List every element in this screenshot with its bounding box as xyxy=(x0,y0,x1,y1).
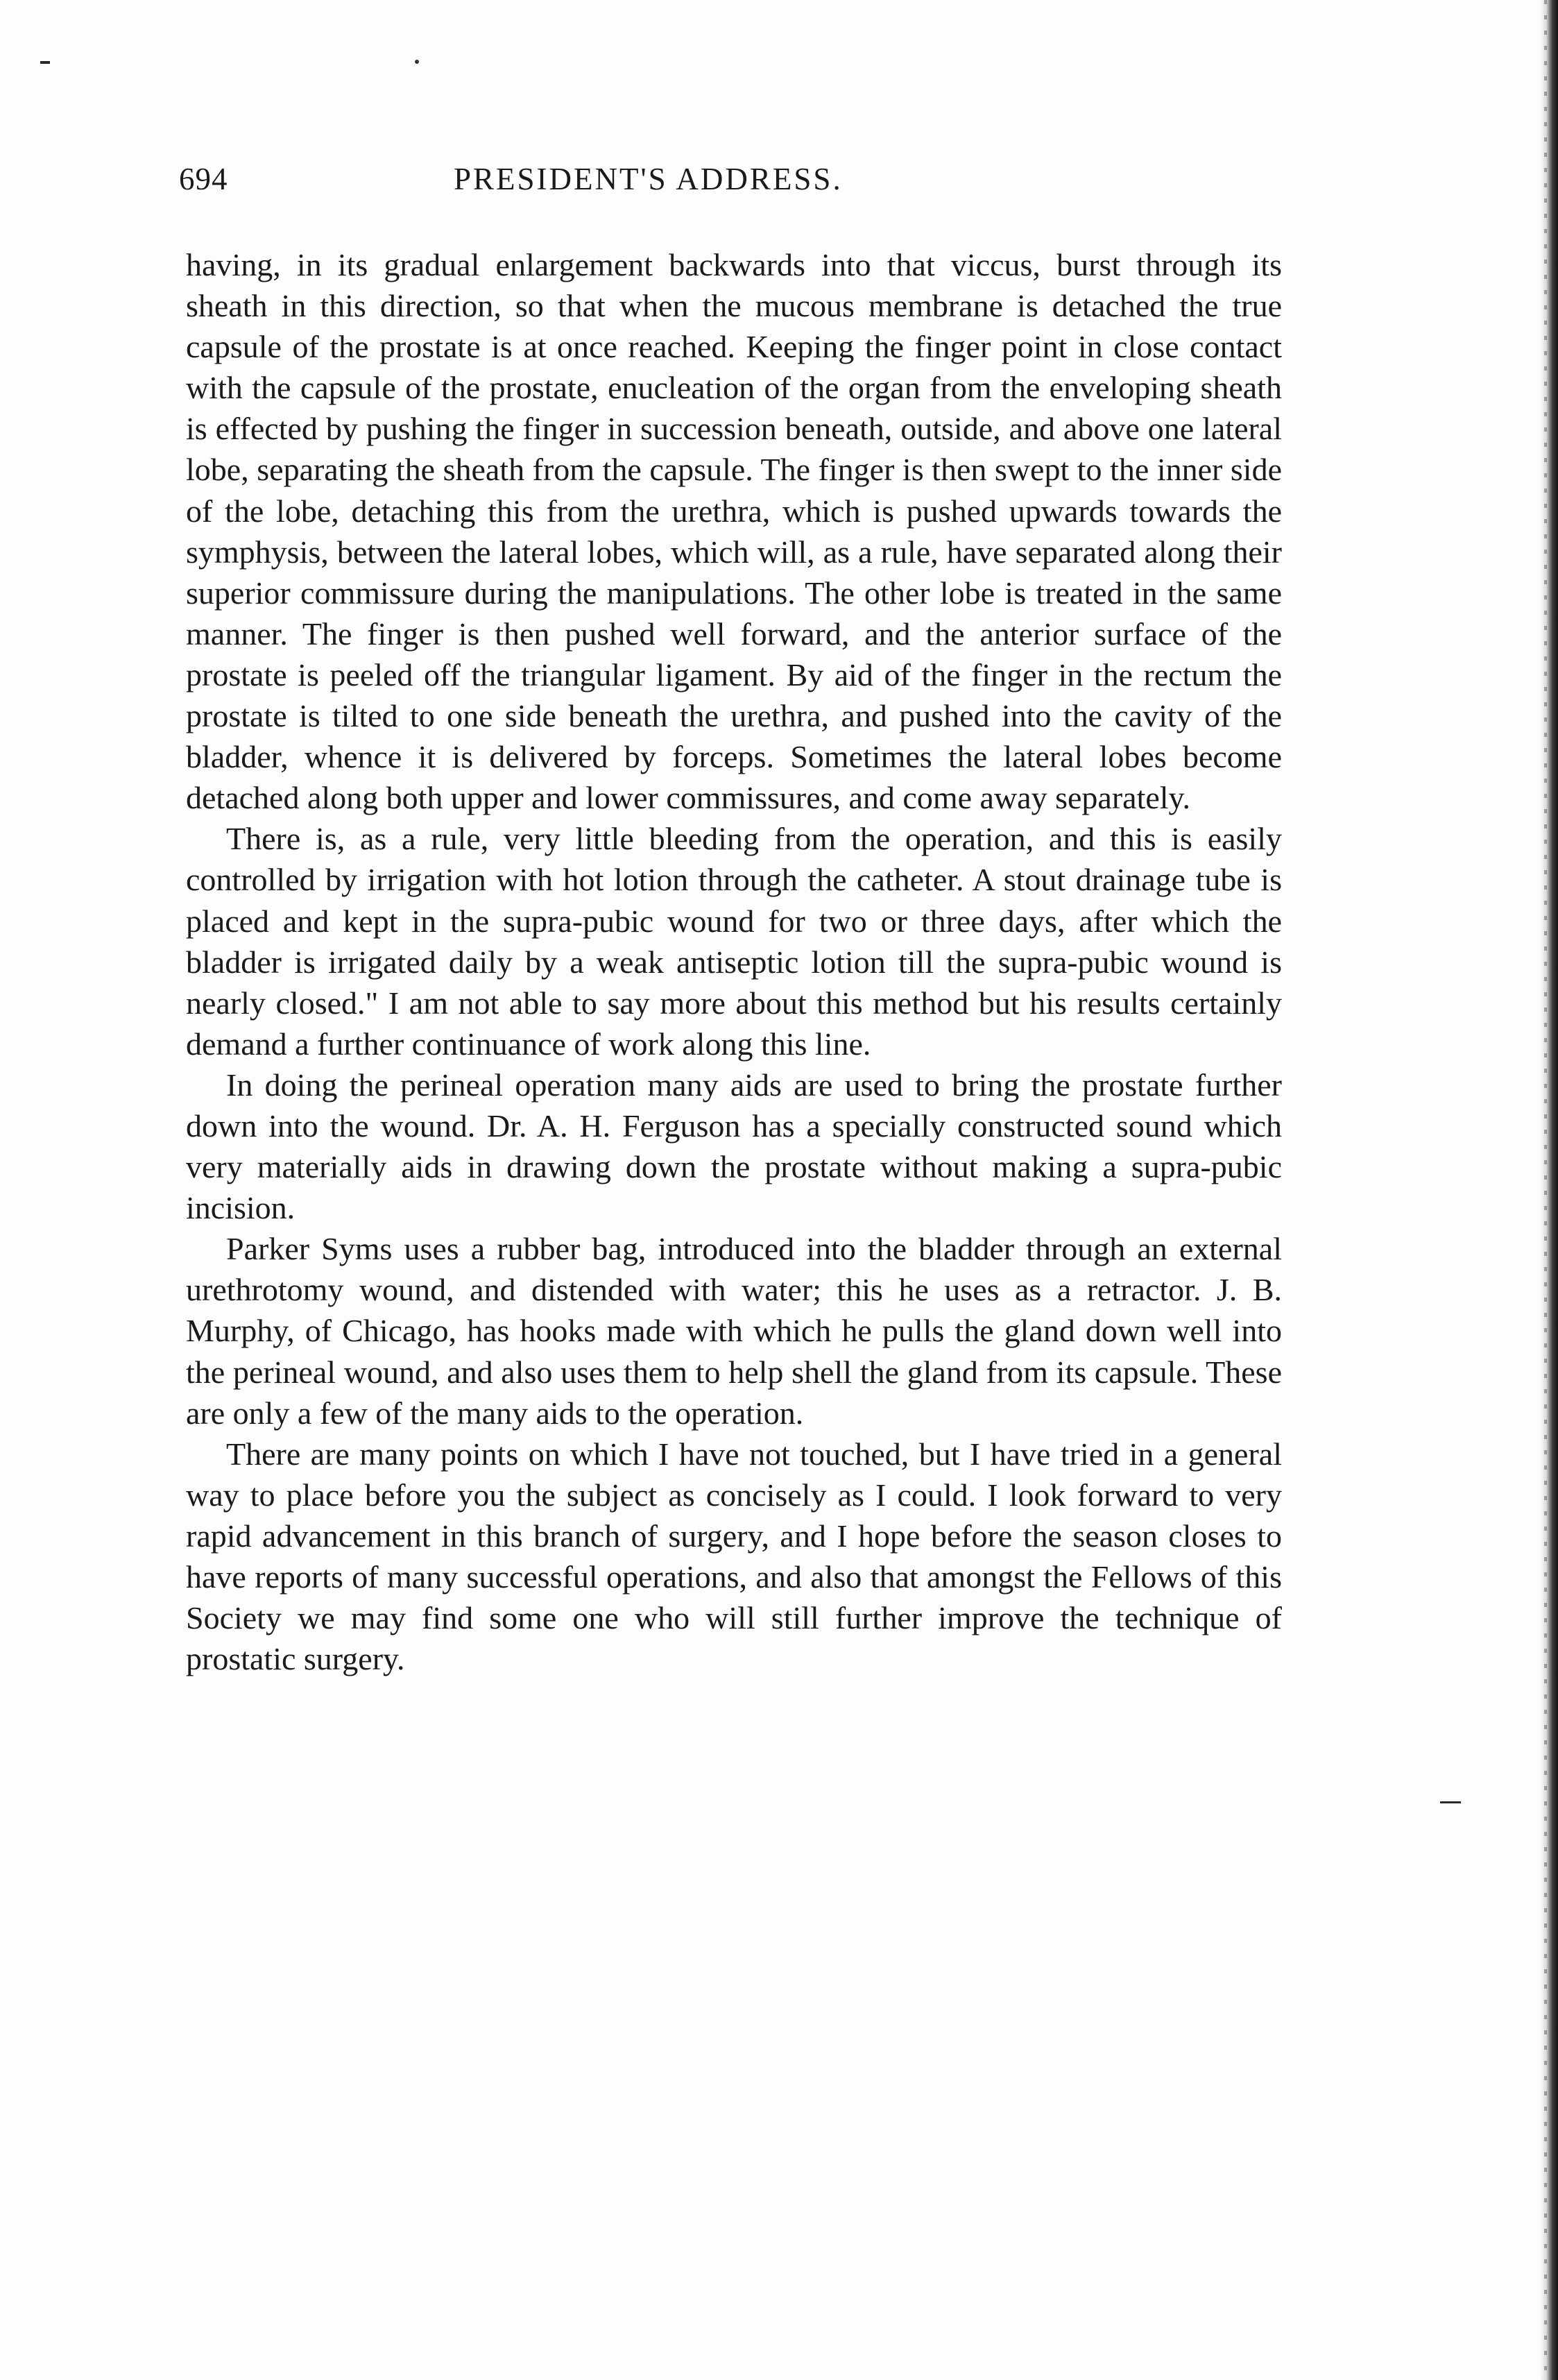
paragraph: There are many points on which I have not touched, but I have tried in a general way to place before you the subject as concisely as I could. I look forward to very rapid advancement in this branch of surgery, and I hope before the season closes to have reports of many successful operations, and also that amongst the Fellows of this Society we may find some one who will still further improve the technique of prostatic surgery. xyxy=(186,1436,1282,1677)
paragraph: There is, as a rule, very little bleeding from the operation, and this is easily controlled by irrigation with hot lotion through the catheter. A stout drainage tube is placed and kept in the supra-pubic wound for two or three days, after which the bladder is irrigated daily by a weak antiseptic lotion till the supra-pubic wound is nearly closed." I am not able to say more about this method but his results certainly demand a further continuance of work along this line. xyxy=(186,821,1282,1062)
body-text xyxy=(186,244,1282,1679)
margin-mark xyxy=(40,61,50,64)
paragraph: Parker Syms uses a rubber bag, introduced into the bladder through an external urethrotomy wound, and distended with water; this he uses as a retractor. J. B. Murphy, of Chicago, has hooks made with which he pulls the gland down well into the perineal wound, and also uses them to help shell the gland from its capsule. These are only a few of the many aids to the operation. xyxy=(186,1231,1282,1431)
page-number: 694 xyxy=(179,162,228,196)
paragraph: In doing the perineal operation many aids are used to bring the prostate further down into the wound. Dr. A. H. Ferguson has a specially constructed sound which very materially aids in drawing down the prostate without making a supra-pubic incision. xyxy=(186,1066,1282,1226)
running-head xyxy=(179,161,1282,203)
running-title: PRESIDENT'S ADDRESS. xyxy=(454,162,843,196)
binding-edge xyxy=(1540,0,1558,2380)
margin-mark xyxy=(415,60,419,64)
paragraph: having, in its gradual enlargement backwards into that viccus, burst through its sheath in this direction, so that when the mucous membrane is detached the true capsule of the prostate is at once reached. Keeping the finger point in close contact with the capsule of the prostate, enucleation of the organ from the enveloping sheath is effected by pushing the finger in succession beneath, outside, and above one lateral lobe, separating the sheath from the capsule. The finger is then swept to the inner side of the lobe, detaching this from the urethra, which is pushed upwards towards the symphysis, between the lateral lobes, which will, as a rule, have separated along their superior commissure during the manipulations. The other lobe is treated in the same manner. The finger is then pushed well forward, and the anterior surface of the prostate is peeled off the triangular ligament. By aid of the finger in the rectum the prostate is tilted to one side beneath the urethra, and pushed into the cavity of the bladder, whence it is delivered by forceps. Sometimes the lateral lobes become detached along both upper and lower commissures, and come away separately. xyxy=(186,247,1282,816)
margin-mark xyxy=(1440,1801,1461,1803)
